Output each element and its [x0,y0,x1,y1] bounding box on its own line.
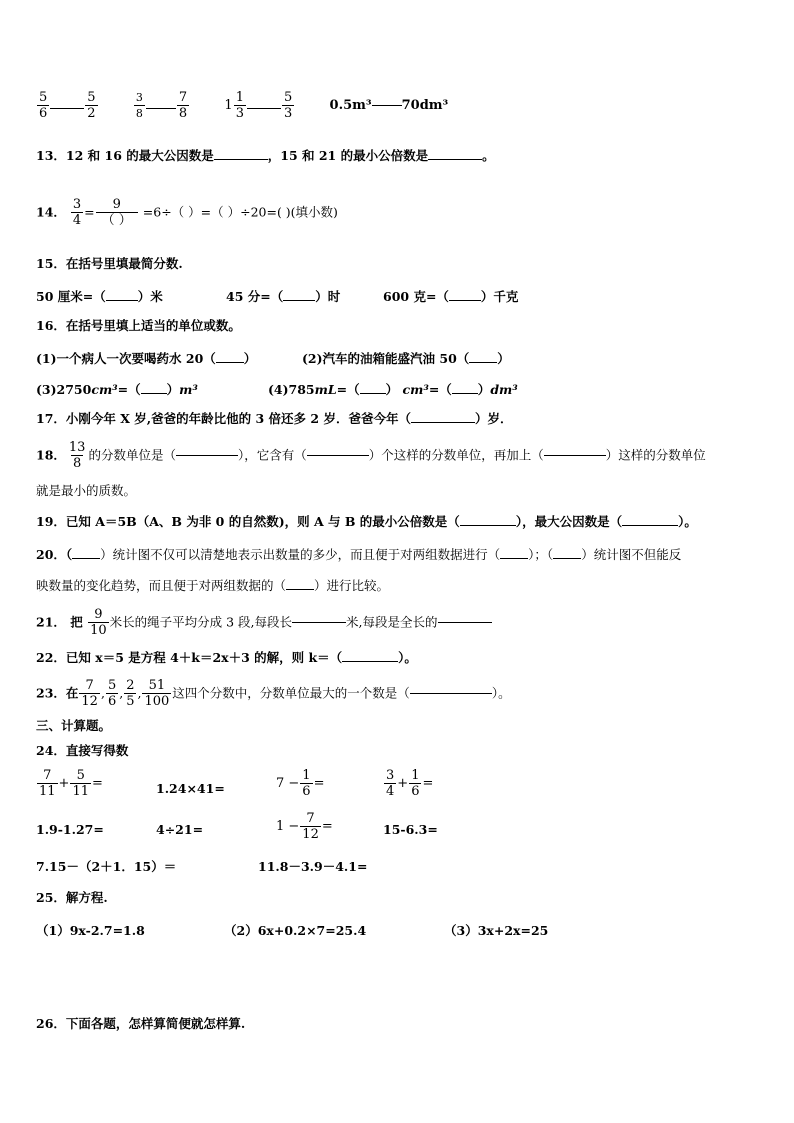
answer-blank[interactable] [292,622,346,623]
q24-item-10: 11.8－3.9－4.1= [258,859,368,874]
answer-blank[interactable] [216,362,244,363]
q24-item-7: 1 − $\frac{7}{12}$ = [276,811,333,842]
fraction: $\frac{7}{12}$ [302,811,319,842]
question-16-part3: (3)2750cm³=（ ）m³ [36,382,198,397]
question-19: 19．已知 A＝5B（A、B 为非 0 的自然数)，则 A 与 B 的最小公倍数是（ ），最大公因数是（ ）。 [36,514,697,529]
equation-2: （2）6x+0.2×7=25.4 [224,923,367,938]
question-17: 17．小刚今年 X 岁,爸爸的年龄比他的 3 倍还多 2 岁．爸爸今年（ ）岁． [36,411,513,426]
answer-blank[interactable] [438,622,492,623]
equation-1: （1）9x-2.7=1.8 [36,923,145,938]
volume-left: 0.5m³ [329,98,372,113]
answer-blank[interactable] [72,558,100,559]
answer-blank[interactable] [428,159,482,160]
q24-item-8: 15-6.3= [383,822,438,837]
answer-blank[interactable] [411,422,475,423]
fraction: $\frac{5}{3}$ [283,90,293,121]
q24-item-6: 4÷21= [156,822,204,837]
answer-blank[interactable] [460,525,516,526]
question-24-title: 24．直接写得数 [36,743,129,758]
question-15-c: 600 克=（ ）千克 [383,289,519,304]
answer-blank[interactable] [553,558,581,559]
volume-right: 70dm³ [401,98,449,113]
question-22: 22．已知 x＝5 是方程 4＋k＝2x＋3 的解，则 k＝（ ）。 [36,650,417,665]
fraction: $\frac{7}{11}$ [39,768,56,799]
answer-blank[interactable] [372,105,402,106]
q24-item-3: 7 − $\frac{1}{6}$ = [276,768,325,799]
fraction: $\frac{9}{10}$ [90,607,107,638]
question-20: 20．（ ）统计图不仅可以清楚地表示出数量的多少，而且便于对两组数据进行（ ）；（ ）统计图不但能反 [36,547,682,562]
q24-item-1: $\frac{7}{11}$ + $\frac{5}{11}$ = [39,768,103,799]
question-18-continuation: 就是最小的质数。 [36,483,137,498]
answer-blank[interactable] [141,393,167,394]
q24-item-5: 1.9-1.27= [36,822,104,837]
fraction: $\frac{5}{6}$ [107,678,117,709]
section-heading: 三、计算题。 [36,718,112,733]
mixed-number-whole: 1 [224,98,233,113]
answer-blank[interactable] [247,108,281,109]
question-20-continuation: 映数量的变化趋势，而且便于对两组数据的（ ）进行比较。 [36,578,390,593]
answer-blank[interactable] [544,455,606,456]
question-16-part2: (2)汽车的油箱能盛汽油 50（ ） [302,351,510,366]
answer-blank[interactable] [410,693,492,694]
fraction: $\frac{13}{8}$ [68,440,86,471]
equation-3: （3）3x+2x=25 [444,923,549,938]
answer-blank[interactable] [360,393,386,394]
q24-item-2: 1.24×41= [156,781,225,796]
q24-item-4: $\frac{3}{4}$ + $\frac{1}{6}$ = [386,768,434,799]
question-15-a: 50 厘米=（ ）米 [36,289,163,304]
answer-blank[interactable] [342,661,398,662]
answer-blank[interactable] [307,455,369,456]
answer-blank[interactable] [469,362,497,363]
question-14: 14． $\frac{3}{4}$ = $\frac{9}{( )}$ =6÷（ ）=（ ）÷20=( )(填小数) [36,197,338,228]
question-25-title: 25．解方程. [36,890,108,905]
fraction: $\frac{7}{12}$ [81,678,98,709]
fraction: $\frac{7}{8}$ [178,90,188,121]
question-23: 23．在 $\frac{7}{12}$ , $\frac{5}{6}$ , $\frac{2}{5}$ , $\frac{51}{100}$ 这四个分数中，分数单位最大的一个数是（ ）。 [36,678,511,709]
fraction: $\frac{9}{( )}$ [96,197,138,228]
fraction: $\frac{1}{6}$ [411,768,420,799]
fraction: $\frac{2}{5}$ [126,678,135,709]
question-26-title: 26．下面各题，怎样算简便就怎样算. [36,1016,246,1031]
fraction: $\frac{3}{4}$ [72,197,82,228]
fraction: $\frac{3}{8}$ [135,91,143,120]
answer-blank[interactable] [452,393,478,394]
fraction: $\frac{3}{4}$ [386,768,395,799]
fraction: $\frac{1}{3}$ [235,90,244,121]
question-13: 13．12 和 16 的最大公因数是 ，15 和 21 的最小公倍数是 。 [36,148,495,163]
question-15-title: 15．在括号里填最简分数. [36,256,183,271]
question-16-title: 16．在括号里填上适当的单位或数。 [36,318,241,333]
question-16-part4: (4)785mL=（ ） cm³=（ ）dm³ [268,382,518,397]
answer-blank[interactable] [50,108,84,109]
answer-blank[interactable] [146,108,176,109]
q24-item-9: 7.15－（2＋1．15）＝ [36,859,177,874]
answer-blank[interactable] [214,159,268,160]
answer-blank[interactable] [449,300,481,301]
question-21: 21． 把 $\frac{9}{10}$ 米长的绳子平均分成 3 段,每段长 米,每段是全长的 [36,607,492,638]
fraction: $\frac{51}{100}$ [144,678,170,709]
question-15-b: 45 分=（ ）时 [226,289,341,304]
answer-blank[interactable] [286,589,314,590]
question-16-part1: (1)一个病人一次要喝药水 20（ ） [36,351,257,366]
answer-blank[interactable] [106,300,138,301]
answer-blank[interactable] [176,455,238,456]
fraction: $\frac{5}{6}$ [39,90,48,121]
question-18: 18． $\frac{13}{8}$ 的分数单位是（ ），它含有（ ）个这样的分数单位，再加上（ ）这样的分数单位 [36,440,706,471]
fraction: $\frac{5}{11}$ [72,768,89,799]
comparison-row [36,90,448,121]
answer-blank[interactable] [500,558,528,559]
fraction: $\frac{5}{2}$ [87,90,96,121]
fraction: $\frac{1}{6}$ [302,768,311,799]
answer-blank[interactable] [283,300,315,301]
answer-blank[interactable] [622,525,678,526]
